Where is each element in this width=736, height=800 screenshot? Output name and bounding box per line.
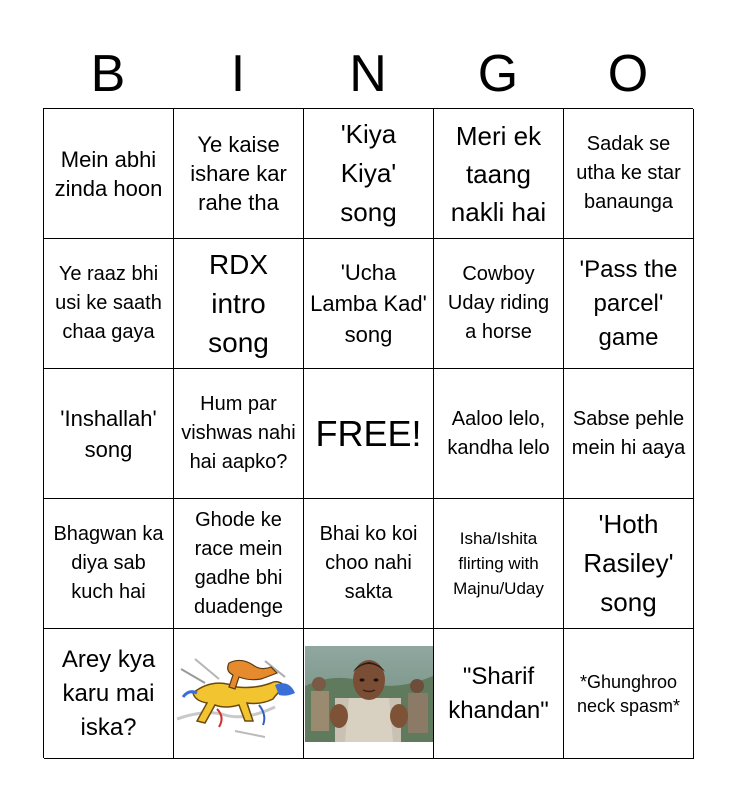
cell-text: 'Ucha Lamba Kad' song [310,260,427,347]
bingo-cell[interactable] [304,499,434,629]
bingo-cell[interactable] [44,109,174,239]
cell-text: Ghode ke race mein gadhe bhi duadenge [194,508,283,618]
bingo-cell[interactable] [44,629,174,759]
cell-text: RDX intro song [208,249,269,358]
bingo-cell[interactable] [434,239,564,369]
bingo-cell[interactable] [44,239,174,369]
header-letter-g: G [477,45,519,103]
cell-text: "Sharif khandan" [448,662,549,724]
cell-text: Bhai ko koi choo nahi sakta [319,523,418,603]
bingo-grid [43,108,693,758]
man-photo-image [305,646,433,742]
bingo-cell[interactable] [434,629,564,759]
bingo-cell[interactable] [304,239,434,369]
header-letter-i: I [230,45,246,103]
cell-text: Aaloo lelo, kandha lelo [447,407,550,459]
cell-text: Sadak se utha ke star banaunga [576,133,681,213]
bingo-cell[interactable] [44,369,174,499]
bingo-cell[interactable] [564,239,694,369]
bingo-cell[interactable] [174,629,304,759]
cell-text: 'Inshallah' song [60,405,157,462]
cell-text: 'Kiya Kiya' song [340,119,397,227]
bingo-cell[interactable] [304,629,434,759]
cell-text: *Ghunghroo neck spasm* [576,671,681,716]
bingo-header [43,40,693,108]
cell-text: Isha/Ishita flirting with Majnu/Uday [453,529,544,598]
bingo-cell[interactable] [434,499,564,629]
cell-text: Ye kaise ishare kar rahe tha [190,132,287,215]
cell-text: Hum par vishwas nahi hai aapko? [181,393,296,473]
cell-text: Bhagwan ka diya sab kuch hai [53,523,164,603]
horse-painting-image [175,649,303,739]
bingo-cell free-cell[interactable] [304,369,434,499]
bingo-cell[interactable] [434,109,564,239]
bingo-cell[interactable] [174,499,304,629]
bingo-cell[interactable] [564,499,694,629]
bingo-cell[interactable] [564,369,694,499]
header-letter-n: N [349,45,387,103]
cell-text: Ye raaz bhi usi ke saath chaa gaya [55,263,162,343]
free-space: FREE! [315,412,422,454]
header-letter-o: O [607,45,649,103]
bingo-cell[interactable] [434,369,564,499]
cell-text: 'Pass the parcel' game [579,255,678,351]
cell-text: Cowboy Uday riding a horse [447,263,550,343]
bingo-cell[interactable] [174,109,304,239]
cell-text: Meri ek taang nakli hai [450,120,547,227]
bingo-cell[interactable] [304,109,434,239]
cell-text: Mein abhi zinda hoon [54,146,163,201]
cell-text: Arey kya karu mai iska? [61,645,156,741]
bingo-cell[interactable] [44,499,174,629]
cell-text: Sabse pehle mein hi aaya [571,407,686,459]
bingo-cell[interactable] [174,239,304,369]
bingo-cell[interactable] [174,369,304,499]
bingo-cell[interactable] [564,629,694,759]
cell-text: 'Hoth Rasiley' song [583,509,674,617]
bingo-cell[interactable] [564,109,694,239]
header-letter-b: B [90,45,126,103]
